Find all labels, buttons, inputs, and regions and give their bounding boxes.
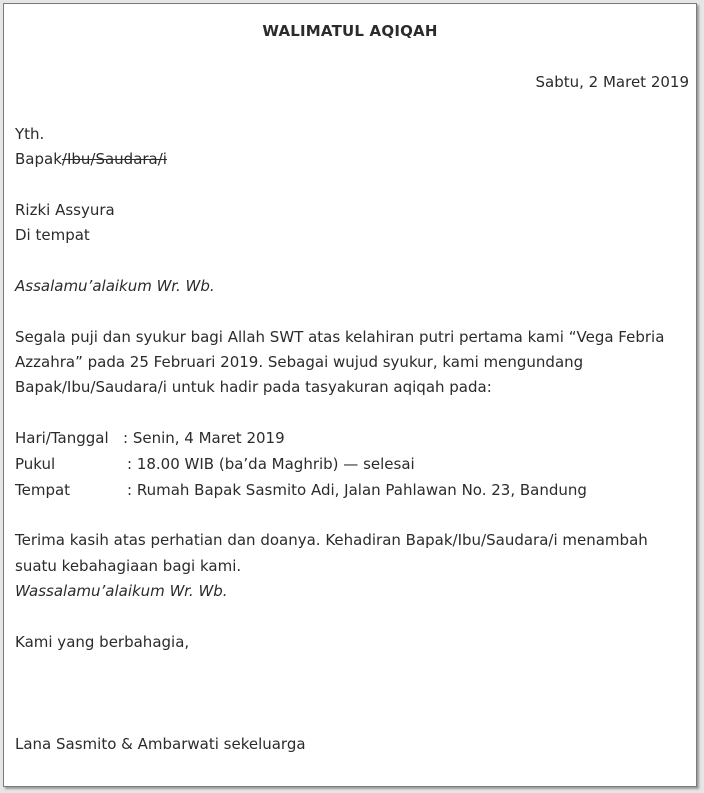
body-line-3: Bapak/Ibu/Saudara/i untuk hadir pada tasyakuran aqiqah pada: — [15, 378, 492, 396]
closing-line-2: suatu kebahagiaan bagi kami. — [15, 557, 242, 575]
recipient-name: Rizki Assyura — [15, 201, 115, 219]
signature: Lana Sasmito & Ambarwati sekeluarga — [15, 735, 306, 753]
body-line-1: Segala puji dan syukur bagi Allah SWT atas kelahiran putri pertama kami “Vega Febria — [15, 328, 665, 346]
addressee-struck: /Ibu/Saudara/i — [61, 150, 167, 168]
addressee-prefix: Bapak — [15, 150, 62, 168]
letter-title: WALIMATUL AQIQAH — [262, 22, 438, 40]
greeting-to: Yth. — [15, 125, 45, 143]
body-line-2: Azzahra” pada 25 Februari 2019. Sebagai wujud syukur, kami mengundang — [15, 353, 584, 371]
closing-line-1: Terima kasih atas perhatian dan doanya. Kehadiran Bapak/Ibu/Saudara/i menambah — [15, 531, 648, 549]
salam-open: Assalamu’alaikum Wr. Wb. — [15, 277, 215, 295]
sign-off: Kami yang berbahagia, — [15, 633, 190, 651]
detail-label-time: Pukul — [15, 455, 56, 473]
detail-row-place — [15, 480, 587, 500]
salam-close: Wassalamu’alaikum Wr. Wb. — [15, 582, 228, 600]
letter-page — [3, 3, 697, 787]
detail-label-date: Hari/Tanggal — [15, 429, 109, 447]
letter-date: Sabtu, 2 Maret 2019 — [535, 73, 689, 91]
detail-value-date: : Senin, 4 Maret 2019 — [123, 429, 285, 447]
detail-row-date — [15, 428, 285, 448]
detail-value-time: : 18.00 WIB (ba’da Maghrib) — selesai — [127, 455, 415, 473]
recipient-place: Di tempat — [15, 226, 90, 244]
detail-label-place: Tempat — [15, 481, 71, 499]
detail-value-place: : Rumah Bapak Sasmito Adi, Jalan Pahlawan No. 23, Bandung — [127, 481, 587, 499]
detail-row-time — [15, 454, 415, 474]
addressee-line — [15, 149, 167, 169]
